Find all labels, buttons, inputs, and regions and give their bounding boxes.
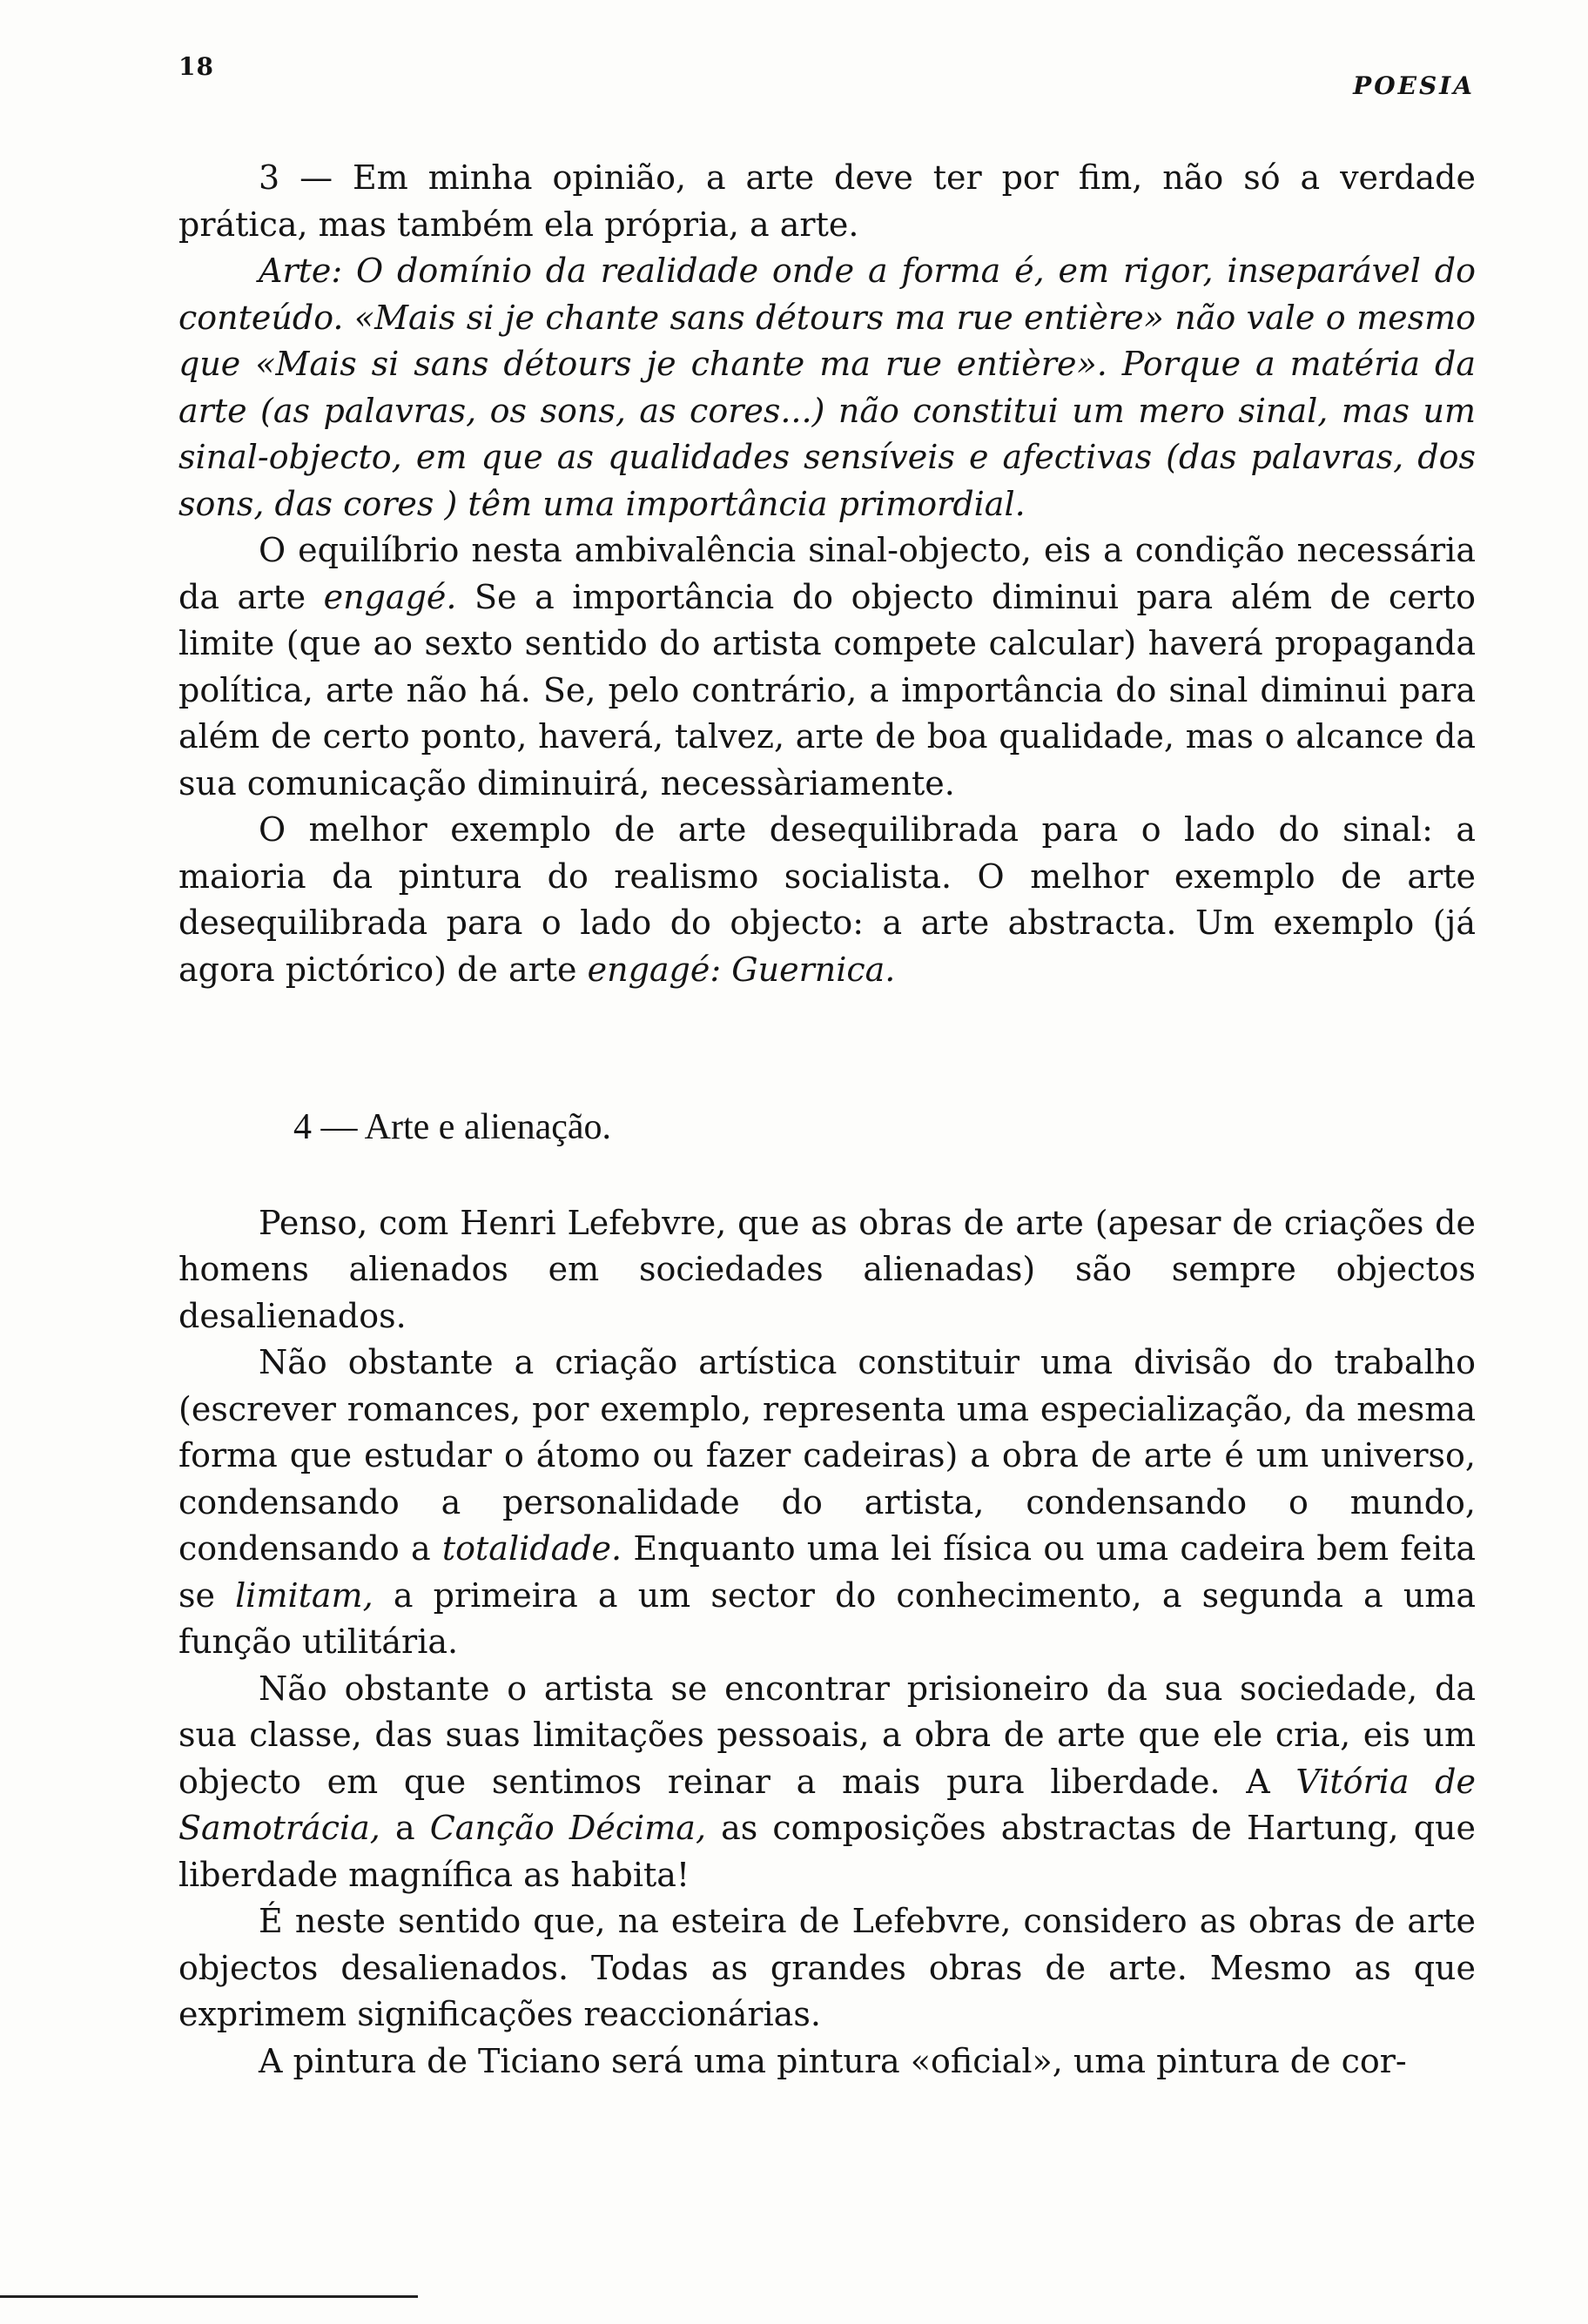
page-number: 18 <box>178 52 214 81</box>
paragraph: Não obstante o artista se encontrar prisioneiro da sua sociedade, da sua classe, das suas limitações pessoais, a obra de arte que ele cria, eis um objecto em que sentimos reinar a mais pura liberdade. A Vitória de Samotrácia, a Canção Décima, as composições abstractas de Hartung, que liberdade magnífica as habita! <box>178 1669 1476 1894</box>
running-head <box>178 52 1475 100</box>
paragraph: O equilíbrio nesta ambivalência sinal-objecto, eis a condição necessária da arte engagé. Se a importância do objecto diminui para além de certo limite (que ao sexto sentido do artista compete calcular) haverá propaganda política, arte não há. Se, pelo contrário, a importância do sinal diminui para além de certo ponto, haverá, talvez, arte de boa qualidade, mas o alcance da sua comunicação diminuirá, necessàriamente. <box>178 531 1476 803</box>
body-text <box>178 155 1476 2085</box>
paragraph: É neste sentido que, na esteira de Lefebvre, considero as obras de arte objectos desalienados. Todas as grandes obras de arte. Mesmo as que exprimem significações reaccionárias. <box>178 1902 1476 2033</box>
footer-rule <box>0 2295 418 2298</box>
paragraph: Não obstante a criação artística constituir uma divisão do trabalho (escrever romances, por exemplo, representa uma especialização, da mesma forma que estudar o átomo ou fazer cadeiras) a obra de arte é um universo, condensando a personalidade do artista, condensando o mundo, condensando a totalidade. Enquanto uma lei física ou uma cadeira bem feita se limitam, a primeira a um sector do conhecimento, a segunda a uma função utilitária. <box>178 1343 1476 1661</box>
section-heading: 4 — Arte e alienação. <box>293 1107 611 1147</box>
running-title: POESIA <box>1353 71 1475 100</box>
paragraph-art-definition: Arte: O domínio da realidade onde a forma é, em rigor, inseparável do conteúdo. «Mais si je chante sans détours ma rue entière» não vale o mesmo que «Mais si sans détours je chante ma rue entière». Porque a matéria da arte (as palavras, os sons, as cores...) não constitui um mero sinal, mas um sinal-objecto, em que as qualidades sensíveis e afectivas (das palavras, dos sons, das cores ) têm uma importância primordial. <box>178 252 1476 523</box>
paragraph: Penso, com Henri Lefebvre, que as obras de arte (apesar de criações de homens alienados em sociedades alienadas) são sempre objectos desalienados. <box>178 1203 1476 1335</box>
paragraph: O melhor exemplo de arte desequilibrada para o lado do sinal: a maioria da pintura do realismo socialista. O melhor exemplo de arte desequilibrada para o lado do objecto: a arte abstracta. Um exemplo (já agora pictórico) de arte engagé: Guernica. <box>178 810 1476 989</box>
paragraph: A pintura de Ticiano será uma pintura «oficial», uma pintura de cor- <box>259 2041 1407 2080</box>
paragraph: 3 — Em minha opinião, a arte deve ter por fim, não só a verdade prática, mas também ela própria, a arte. <box>178 158 1476 244</box>
